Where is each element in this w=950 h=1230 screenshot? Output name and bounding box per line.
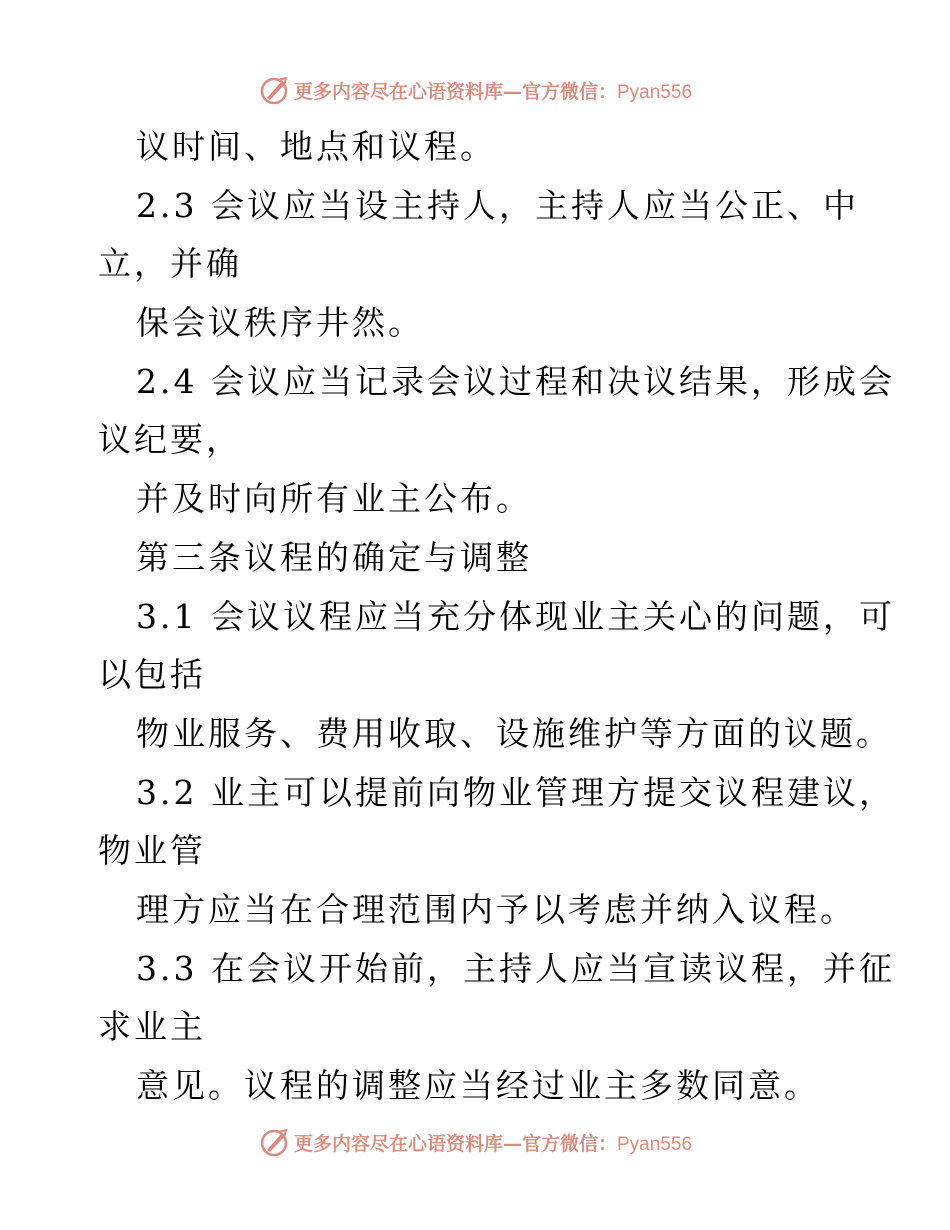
text-line: 以包括 (98, 655, 206, 695)
text-line: 2.4 会议应当记录会议过程和决议结果，形成会 (136, 361, 895, 401)
text-line: 议纪要， (98, 420, 242, 460)
text-line: 物业服务、费用收取、设施维护等方面的议题。 (136, 713, 892, 753)
quill-logo-icon (258, 1126, 290, 1158)
text-line: 理方应当在合理范围内予以考虑并纳入议程。 (136, 889, 856, 929)
text-line: 3.1 会议议程应当充分体现业主关心的问题，可 (136, 596, 895, 636)
watermark-official: 官方微信： (521, 80, 617, 103)
watermark-brand: 更多内容尽在心语资料库 (293, 80, 503, 103)
watermark-brand: 更多内容尽在心语资料库 (293, 1132, 503, 1155)
footer-watermark (0, 1122, 950, 1162)
text-line: 立，并确 (98, 244, 242, 284)
text-line: 第三条议程的确定与调整 (136, 537, 532, 577)
text-line: 并及时向所有业主公布。 (136, 479, 532, 519)
watermark-separator: — (502, 80, 522, 103)
watermark-separator: — (502, 1132, 522, 1155)
text-line: 物业管 (98, 831, 206, 871)
text-line: 保会议秩序井然。 (136, 303, 424, 343)
text-line: 3.3 在会议开始前，主持人应当宣读议程，并征 (136, 948, 895, 988)
header-watermark (0, 70, 950, 110)
text-line: 议时间、地点和议程。 (136, 127, 496, 166)
text-line: 3.2 业主可以提前向物业管理方提交议程建议， (136, 772, 895, 812)
watermark-official: 官方微信： (521, 1132, 617, 1155)
watermark-handle: Pyan556 (617, 81, 693, 103)
text-line: 求业主 (98, 1007, 206, 1047)
text-line: 意见。议程的调整应当经过业主多数同意。 (136, 1066, 820, 1105)
watermark-handle: Pyan556 (617, 1133, 693, 1155)
text-line: 2.3 会议应当设主持人，主持人应当公正、中 (136, 185, 859, 225)
document-body (98, 118, 895, 1116)
quill-logo-icon (258, 74, 290, 106)
